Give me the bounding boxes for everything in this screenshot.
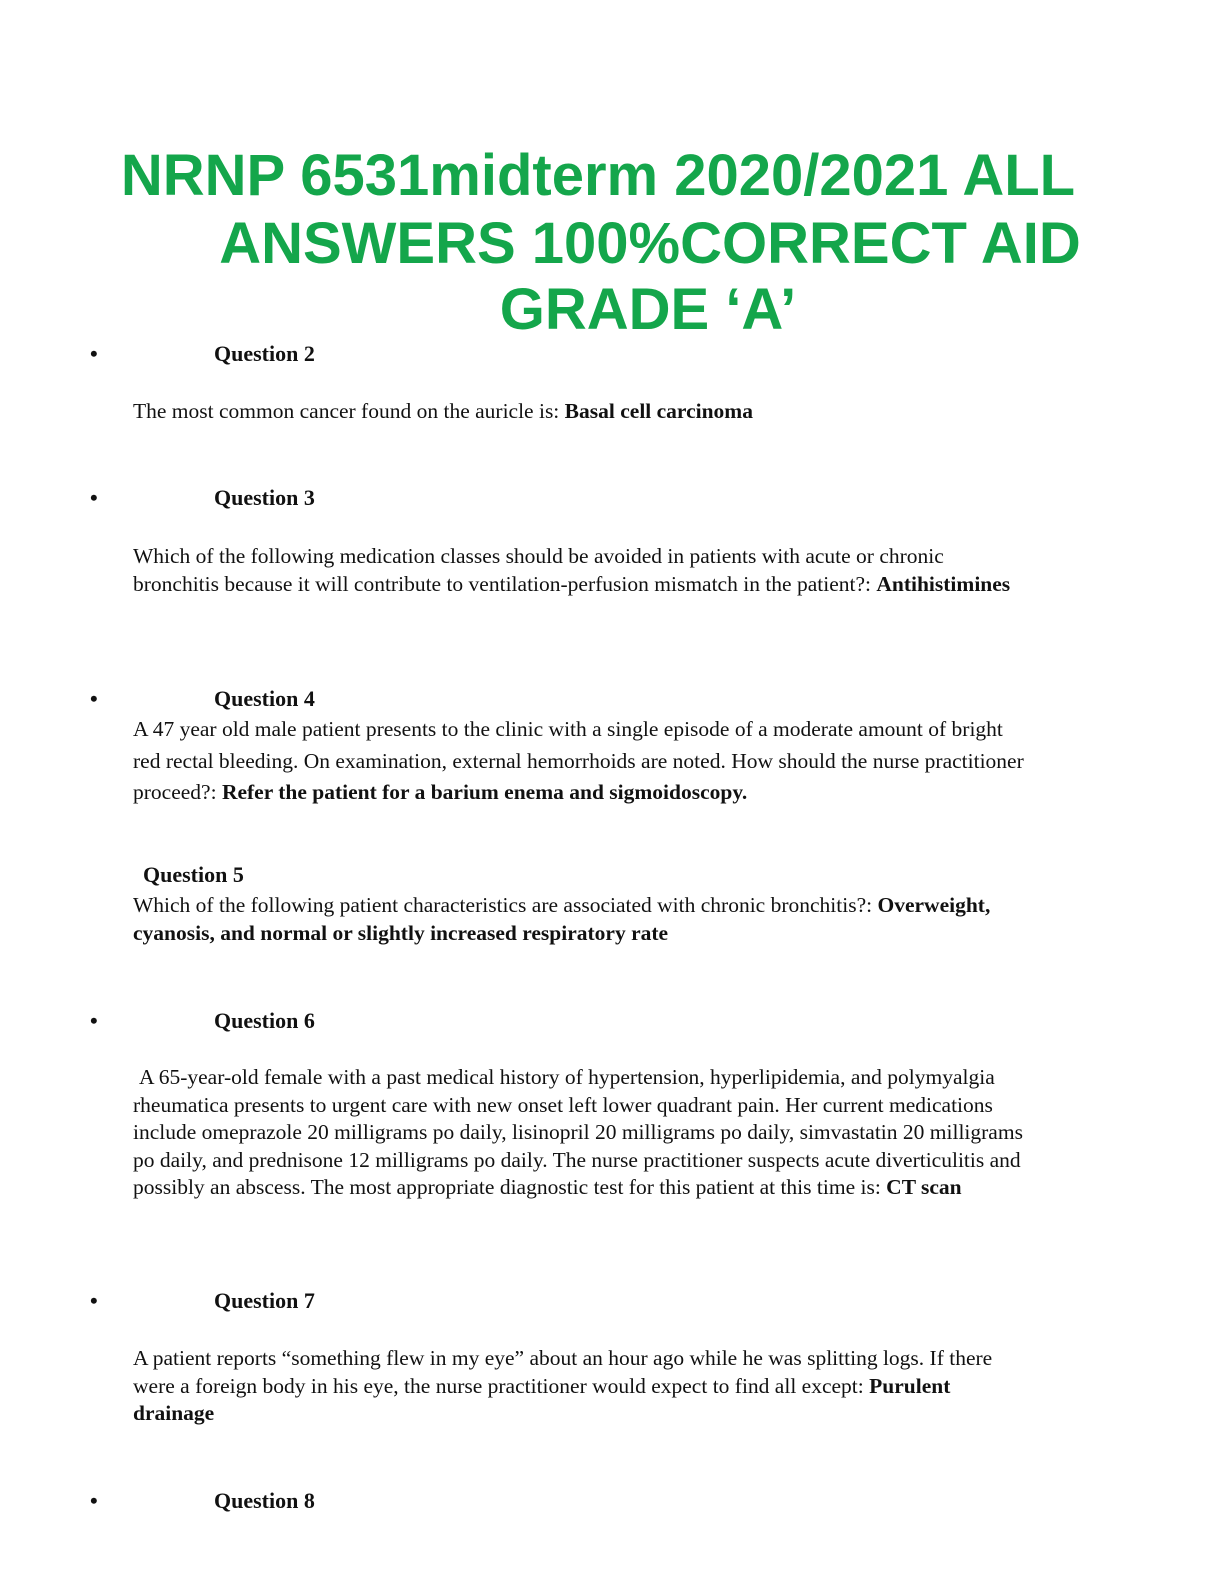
question-body [133,892,1033,947]
question-answer: Purulent drainage [133,1373,951,1425]
document-title-line-1: NRNP 6531midterm 2020/2021 ALL [120,143,1076,208]
question-answer: CT scan [886,1175,962,1199]
document-title-line-3: GRADE ‘A’ [499,277,797,342]
bullet-icon: • [90,1008,98,1033]
question-heading: Question 3 [214,485,315,510]
question-body [133,1345,1033,1428]
document-title-line-2: ANSWERS 100%CORRECT AID [219,211,1081,276]
question-answer: Basal cell carcinoma [564,399,753,423]
question-text: A 65-year-old female with a past medical history of hypertension, hyperlipidemia, and polymyalgia rheumatica presents to urgent care with new onset left lower quadrant pain. Her current medications include omeprazole 20 milligrams po daily, lisinopril 20 milligrams po daily, simvastatin 20 milligrams po daily, and prednisone 12 milligrams po daily. The nurse practitioner suspects acute diverticulitis and possibly an abscess. The most appropriate diagnostic test for this patient at this time is: [133,1065,1023,1199]
question-text: The most common cancer found on the auricle is: [133,399,565,423]
question-heading: Question 5 [143,862,244,887]
question-heading: Question 8 [214,1488,315,1513]
question-text: A patient reports “something flew in my eye” about an hour ago while he was splitting logs. If there were a foreign body in his eye, the nurse practitioner would expect to find all except: [133,1346,993,1398]
question-body [133,543,1033,598]
question-body [133,1064,1033,1202]
question-text: Which of the following medication classes should be avoided in patients with acute or chronic bronchitis because it will contribute to ventilation-perfusion mismatch in the patient?: [133,544,944,596]
question-answer: Antihistimines [876,571,1011,596]
question-heading: Question 2 [214,341,315,366]
question-answer: Refer the patient for a barium enema and sigmoidoscopy. [221,780,748,804]
question-text: A 47 year old male patient presents to the clinic with a single episode of a moderate amount of bright red rectal bleeding. On examination, external hemorrhoids are noted. How should the nurse practitioner proceed?: [133,717,1024,804]
question-body [133,398,1033,426]
question-answer: Overweight, cyanosis, and normal or slightly increased respiratory rate [133,893,991,945]
question-heading: Question 7 [214,1288,315,1313]
bullet-icon: • [90,1288,98,1313]
bullet-icon: • [90,341,98,366]
question-heading: Question 4 [214,686,315,711]
question-body [133,714,1033,809]
bullet-icon: • [90,485,98,510]
question-heading: Question 6 [214,1008,315,1033]
bullet-icon: • [90,686,98,711]
bullet-icon: • [90,1488,98,1513]
question-text: Which of the following patient characteristics are associated with chronic bronchitis?: [133,893,878,917]
